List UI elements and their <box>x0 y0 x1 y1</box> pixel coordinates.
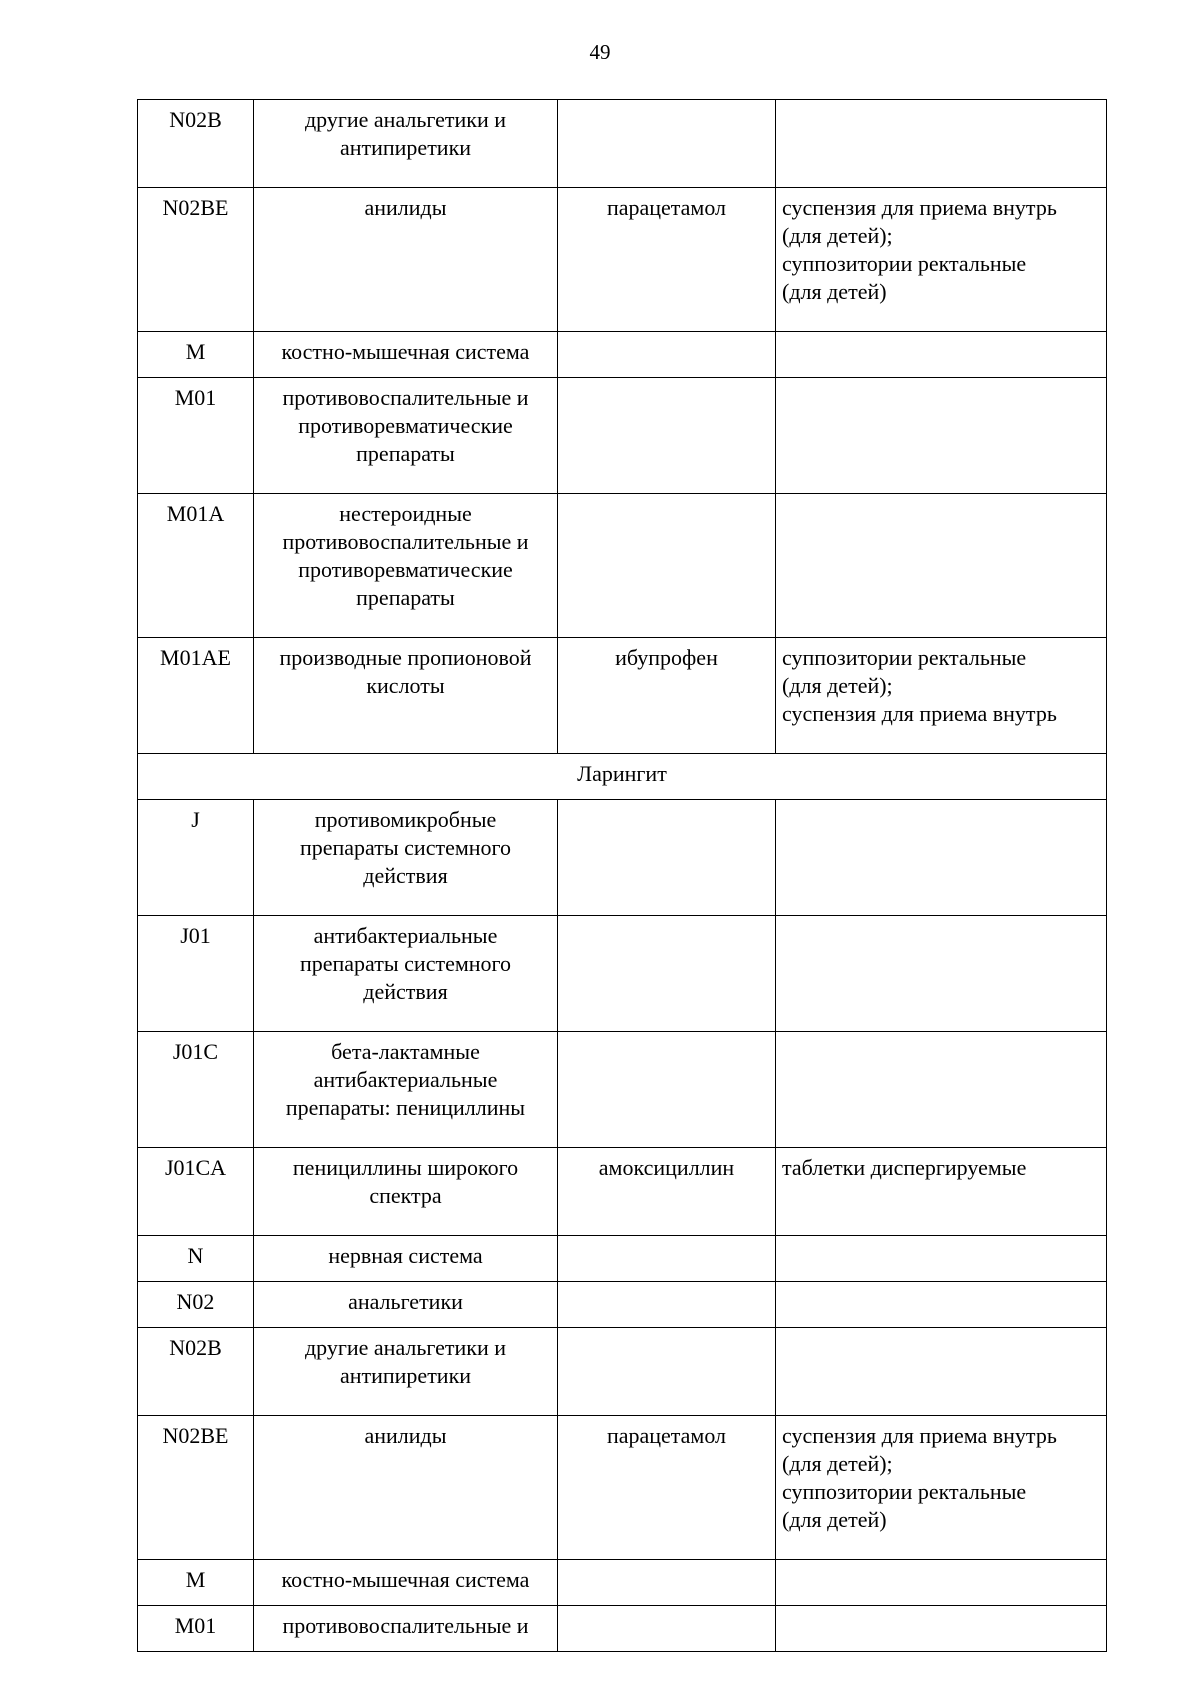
dosage-form-line: суспензия для приема внутрь <box>782 195 1057 220</box>
dosage-form-cell <box>776 100 1107 188</box>
dosage-form-cell <box>776 494 1107 638</box>
table-row <box>138 1560 1107 1606</box>
table-row <box>138 1416 1107 1560</box>
atc-code-cell: J01CA <box>138 1148 254 1236</box>
drug-name-cell <box>558 1560 776 1606</box>
group-line: препараты системного <box>299 951 512 976</box>
dosage-form-line: (для детей) <box>782 1507 887 1532</box>
pharmacological-group-cell <box>254 916 558 1032</box>
drug-name-cell <box>558 1328 776 1416</box>
drug-name-cell: парацетамол <box>558 188 776 332</box>
group-line: действия <box>363 863 448 888</box>
table-row <box>138 1606 1107 1652</box>
group-line: антибактериальные <box>313 1067 498 1092</box>
group-line: противоревматические <box>298 413 513 438</box>
group-line: препараты <box>356 441 455 466</box>
drug-name-cell <box>558 1032 776 1148</box>
atc-code-cell: M01 <box>138 1606 254 1652</box>
drug-name-cell <box>558 1282 776 1328</box>
table-row <box>138 1236 1107 1282</box>
atc-code-cell: J <box>138 800 254 916</box>
drug-name-cell <box>558 378 776 494</box>
atc-code-cell: N <box>138 1236 254 1282</box>
dosage-form-cell <box>776 378 1107 494</box>
atc-code-cell: M <box>138 332 254 378</box>
dosage-form-line: (для детей); <box>782 673 893 698</box>
pharmacological-group-cell <box>254 800 558 916</box>
drug-name-cell <box>558 332 776 378</box>
dosage-form-cell <box>776 1032 1107 1148</box>
drug-name-cell: парацетамол <box>558 1416 776 1560</box>
group-line: нервная система <box>328 1243 483 1268</box>
group-line: препараты: пенициллины <box>285 1095 526 1120</box>
table-row <box>138 188 1107 332</box>
dosage-form-line: (для детей); <box>782 223 893 248</box>
drug-name-cell <box>558 1606 776 1652</box>
table-row <box>138 916 1107 1032</box>
group-line: бета-лактамные <box>331 1039 480 1064</box>
dosage-form-cell <box>776 1282 1107 1328</box>
atc-code-cell: J01 <box>138 916 254 1032</box>
group-line: противовоспалительные и <box>282 529 529 554</box>
group-line: производные пропионовой <box>279 645 532 670</box>
group-line: пенициллины широкого <box>292 1155 519 1180</box>
group-line: препараты <box>356 585 455 610</box>
drug-name-cell <box>558 1236 776 1282</box>
group-line: противоревматические <box>298 557 513 582</box>
pharmacological-group-cell <box>254 494 558 638</box>
group-line: спектра <box>369 1183 442 1208</box>
table-row <box>138 1282 1107 1328</box>
dosage-form-cell <box>776 800 1107 916</box>
atc-code-cell: N02BE <box>138 188 254 332</box>
atc-code-cell: J01C <box>138 1032 254 1148</box>
group-line: анилиды <box>364 195 447 220</box>
table-row <box>138 332 1107 378</box>
group-line: противомикробные <box>314 807 497 832</box>
pharmacological-group-cell <box>254 378 558 494</box>
table-row <box>138 378 1107 494</box>
dosage-form-cell <box>776 1328 1107 1416</box>
group-line: другие анальгетики и <box>304 107 507 132</box>
section-header-row <box>138 754 1107 800</box>
table-row <box>138 1328 1107 1416</box>
dosage-form-cell <box>776 1606 1107 1652</box>
table-row <box>138 638 1107 754</box>
dosage-form-cell <box>776 1416 1107 1560</box>
drug-name-cell <box>558 916 776 1032</box>
pharmacological-group-cell <box>254 1606 558 1652</box>
atc-code-cell: M01AE <box>138 638 254 754</box>
dosage-form-line: суппозитории ректальные <box>782 1479 1027 1504</box>
group-line: противовоспалительные и <box>282 1613 529 1638</box>
atc-code-cell: N02B <box>138 100 254 188</box>
group-line: костно-мышечная система <box>281 339 530 364</box>
dosage-form-cell <box>776 332 1107 378</box>
dosage-form-line: (для детей) <box>782 279 887 304</box>
group-line: нестероидные <box>339 501 472 526</box>
table-body <box>138 100 1107 1652</box>
dosage-form-line: суспензия для приема внутрь <box>782 701 1057 726</box>
pharmacological-group-cell <box>254 1416 558 1560</box>
group-line: анилиды <box>364 1423 447 1448</box>
pharmacological-group-cell <box>254 1236 558 1282</box>
pharmacological-group-cell <box>254 1282 558 1328</box>
group-line: действия <box>363 979 448 1004</box>
table-row <box>138 494 1107 638</box>
pharmacological-group-cell <box>254 1560 558 1606</box>
dosage-form-cell <box>776 188 1107 332</box>
group-line: анальгетики <box>348 1289 463 1314</box>
pharmacological-group-cell <box>254 188 558 332</box>
dosage-form-cell <box>776 1560 1107 1606</box>
dosage-form-line: (для детей); <box>782 1451 893 1476</box>
pharmacological-group-cell <box>254 1032 558 1148</box>
atc-code-cell: M <box>138 1560 254 1606</box>
table-row <box>138 1032 1107 1148</box>
group-line: кислоты <box>366 673 445 698</box>
atc-code-cell: N02B <box>138 1328 254 1416</box>
group-line: противовоспалительные и <box>282 385 529 410</box>
drug-name-cell: амоксициллин <box>558 1148 776 1236</box>
pharmacological-group-cell <box>254 638 558 754</box>
pharmacological-group-cell <box>254 332 558 378</box>
dosage-form-line: суспензия для приема внутрь <box>782 1423 1057 1448</box>
dosage-form-line: суппозитории ректальные <box>782 645 1027 670</box>
drug-name-cell <box>558 494 776 638</box>
drug-name-cell: ибупрофен <box>558 638 776 754</box>
atc-code-cell: N02 <box>138 1282 254 1328</box>
section-title: Ларингит <box>138 754 1107 800</box>
group-line: антипиретики <box>339 135 472 160</box>
drug-name-cell <box>558 800 776 916</box>
table-row <box>138 1148 1107 1236</box>
drug-name-cell <box>558 100 776 188</box>
group-line: препараты системного <box>299 835 512 860</box>
atc-code-cell: M01 <box>138 378 254 494</box>
table-row <box>138 800 1107 916</box>
pharmacological-group-cell <box>254 100 558 188</box>
group-line: антибактериальные <box>313 923 498 948</box>
group-line: антипиретики <box>339 1363 472 1388</box>
table-row <box>138 100 1107 188</box>
atc-code-cell: M01A <box>138 494 254 638</box>
pharmacological-group-cell <box>254 1148 558 1236</box>
dosage-form-line: суппозитории ректальные <box>782 251 1027 276</box>
group-line: другие анальгетики и <box>304 1335 507 1360</box>
drug-classification-table <box>137 99 1107 1652</box>
dosage-form-line: таблетки диспергируемые <box>782 1155 1027 1180</box>
group-line: костно-мышечная система <box>281 1567 530 1592</box>
atc-code-cell: N02BE <box>138 1416 254 1560</box>
page-number: 49 <box>589 40 611 64</box>
dosage-form-cell <box>776 638 1107 754</box>
pharmacological-group-cell <box>254 1328 558 1416</box>
dosage-form-cell <box>776 1236 1107 1282</box>
dosage-form-cell <box>776 916 1107 1032</box>
dosage-form-cell <box>776 1148 1107 1236</box>
